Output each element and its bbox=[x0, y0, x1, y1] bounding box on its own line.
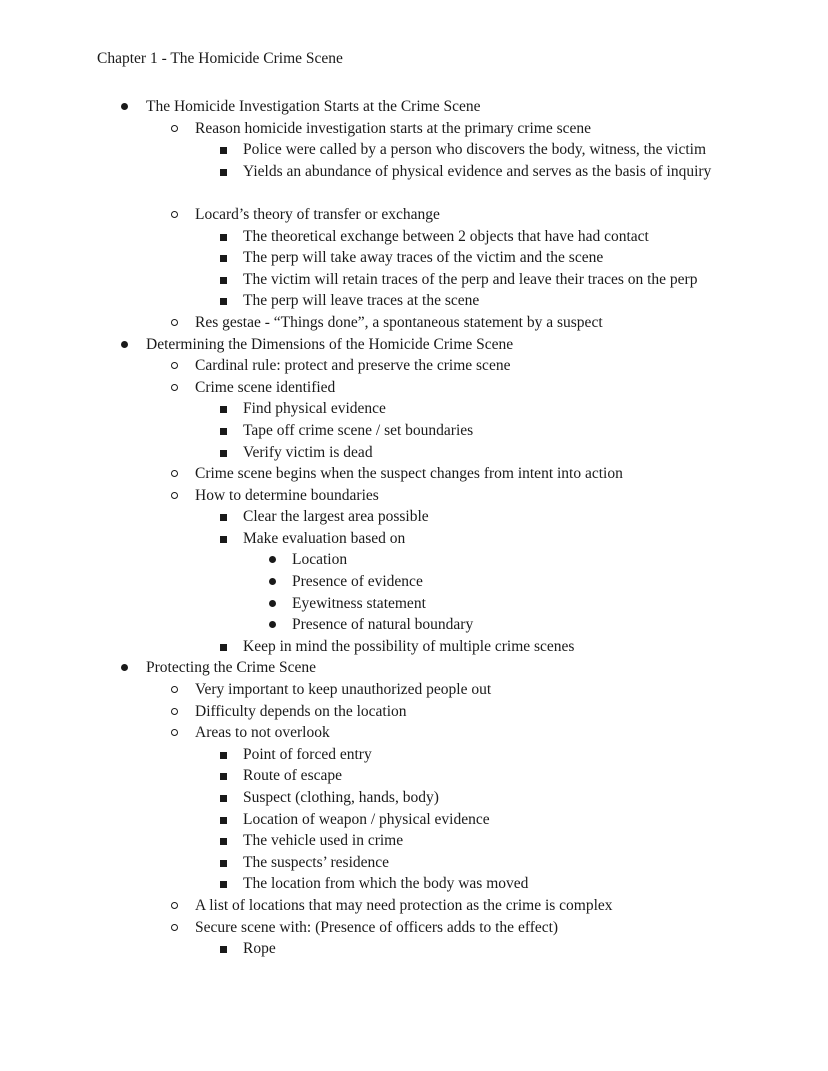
list-item bbox=[0, 744, 828, 766]
bullet-disc-icon bbox=[269, 621, 276, 628]
bullet-disc-icon bbox=[269, 556, 276, 563]
bullet-square-icon bbox=[220, 298, 227, 305]
bullet-circle-icon bbox=[171, 362, 178, 369]
list-item bbox=[0, 593, 828, 615]
bullet-square-icon bbox=[220, 817, 227, 824]
list-item bbox=[0, 463, 828, 485]
list-item-text: Crime scene begins when the suspect changes from intent into action bbox=[195, 465, 623, 483]
bullet-disc-icon bbox=[269, 578, 276, 585]
bullet-square-icon bbox=[220, 169, 227, 176]
list-item bbox=[0, 118, 828, 140]
list-item-text: Determining the Dimensions of the Homicide Crime Scene bbox=[146, 335, 514, 353]
list-item-text: Location of weapon / physical evidence bbox=[243, 810, 490, 828]
bullet-outline bbox=[0, 96, 828, 960]
list-item bbox=[0, 161, 828, 204]
list-item-text: Location bbox=[292, 551, 348, 569]
list-item bbox=[0, 657, 828, 679]
list-item-text: The Homicide Investigation Starts at the Crime Scene bbox=[146, 98, 481, 115]
list-item bbox=[0, 290, 828, 312]
list-item bbox=[0, 701, 828, 723]
list-item bbox=[0, 139, 828, 161]
bullet-circle-icon bbox=[171, 924, 178, 931]
list-item bbox=[0, 485, 828, 507]
list-item bbox=[0, 549, 828, 571]
list-item-text: Verify victim is dead bbox=[243, 443, 373, 461]
bullet-disc-icon bbox=[121, 103, 128, 110]
list-item bbox=[0, 765, 828, 787]
list-item bbox=[0, 355, 828, 377]
bullet-square-icon bbox=[220, 406, 227, 413]
list-item bbox=[0, 830, 828, 852]
list-item-text: Police were called by a person who discovers the body, witness, the victim bbox=[243, 141, 707, 159]
list-item-text: Reason homicide investigation starts at the primary crime scene bbox=[195, 119, 591, 137]
list-item bbox=[0, 895, 828, 917]
bullet-square-icon bbox=[220, 450, 227, 457]
list-item-text: Suspect (clothing, hands, body) bbox=[243, 789, 439, 806]
list-item bbox=[0, 809, 828, 831]
bullet-square-icon bbox=[220, 860, 227, 867]
list-item-text: Protecting the Crime Scene bbox=[146, 659, 317, 677]
list-item bbox=[0, 442, 828, 464]
list-item-text: The vehicle used in crime bbox=[243, 832, 404, 850]
bullet-square-icon bbox=[220, 795, 227, 802]
list-item-text: Keep in mind the possibility of multiple crime scenes bbox=[243, 637, 575, 655]
bullet-disc-icon bbox=[121, 664, 128, 671]
bullet-circle-icon bbox=[171, 319, 178, 326]
bullet-square-icon bbox=[220, 514, 227, 521]
list-item bbox=[0, 420, 828, 442]
list-item-text: Res gestae - “Things done”, a spontaneous statement by a suspect bbox=[195, 313, 603, 331]
bullet-square-icon bbox=[220, 838, 227, 845]
list-item-text: Tape off crime scene / set boundaries bbox=[243, 421, 474, 439]
list-item bbox=[0, 96, 828, 118]
list-item-text: Crime scene identified bbox=[195, 378, 336, 396]
list-item-text: How to determine boundaries bbox=[195, 486, 379, 504]
list-item bbox=[0, 722, 828, 744]
list-item bbox=[0, 571, 828, 593]
bullet-square-icon bbox=[220, 147, 227, 154]
bullet-circle-icon bbox=[171, 125, 178, 132]
bullet-square-icon bbox=[220, 255, 227, 262]
list-item-text: Route of escape bbox=[243, 767, 342, 785]
list-item bbox=[0, 269, 828, 291]
list-item bbox=[0, 917, 828, 939]
list-item bbox=[0, 506, 828, 528]
bullet-square-icon bbox=[220, 881, 227, 888]
bullet-square-icon bbox=[220, 773, 227, 780]
list-item-text: Point of forced entry bbox=[243, 745, 372, 763]
list-item-text: Presence of natural boundary bbox=[292, 616, 474, 634]
bullet-circle-icon bbox=[171, 708, 178, 715]
list-item-text: The perp will leave traces at the scene bbox=[243, 292, 480, 310]
list-item-text: Very important to keep unauthorized people out bbox=[195, 681, 492, 699]
list-item bbox=[0, 614, 828, 636]
list-item bbox=[0, 312, 828, 334]
list-item-text: The suspects’ residence bbox=[243, 853, 390, 871]
bullet-square-icon bbox=[220, 277, 227, 284]
list-item-text: Secure scene with: (Presence of officers adds to the effect) bbox=[195, 918, 559, 936]
bullet-square-icon bbox=[220, 536, 227, 543]
list-item bbox=[0, 226, 828, 248]
list-item-text: Areas to not overlook bbox=[195, 724, 330, 742]
list-item-text: Difficulty depends on the location bbox=[195, 702, 407, 720]
bullet-square-icon bbox=[220, 946, 227, 953]
bullet-square-icon bbox=[220, 752, 227, 759]
bullet-square-icon bbox=[220, 234, 227, 241]
page-title: Chapter 1 - The Homicide Crime Scene bbox=[97, 50, 343, 67]
list-item-text: Clear the largest area possible bbox=[243, 508, 429, 526]
list-item bbox=[0, 334, 828, 356]
bullet-disc-icon bbox=[121, 341, 128, 348]
list-item bbox=[0, 787, 828, 809]
list-item-text: Find physical evidence bbox=[243, 400, 386, 418]
list-item-text: Eyewitness statement bbox=[292, 594, 426, 612]
bullet-square-icon bbox=[220, 428, 227, 435]
bullet-circle-icon bbox=[171, 470, 178, 477]
list-item bbox=[0, 398, 828, 420]
list-item bbox=[0, 873, 828, 895]
bullet-circle-icon bbox=[171, 211, 178, 218]
list-item bbox=[0, 377, 828, 399]
bullet-circle-icon bbox=[171, 902, 178, 909]
list-item-text: A list of locations that may need protection as the crime is complex bbox=[195, 896, 613, 914]
list-item bbox=[0, 528, 828, 550]
list-item-text: The location from which the body was moved bbox=[243, 875, 529, 893]
list-item-text: Rope bbox=[243, 940, 276, 958]
list-item-text: Cardinal rule: protect and preserve the crime scene bbox=[195, 357, 511, 375]
bullet-square-icon bbox=[220, 644, 227, 651]
list-item bbox=[0, 938, 828, 960]
list-item bbox=[0, 204, 828, 226]
bullet-circle-icon bbox=[171, 686, 178, 693]
list-item-text: Presence of evidence bbox=[292, 573, 423, 591]
list-item-text: The perp will take away traces of the victim and the scene bbox=[243, 249, 604, 267]
list-item-text: Make evaluation based on bbox=[243, 529, 406, 547]
list-item-text: The victim will retain traces of the perp and leave their traces on the perp bbox=[243, 270, 698, 288]
list-item bbox=[0, 247, 828, 269]
bullet-circle-icon bbox=[171, 729, 178, 736]
list-item bbox=[0, 679, 828, 701]
list-item bbox=[0, 852, 828, 874]
list-item-text: Yields an abundance of physical evidence and serves as the basis of inquiry bbox=[243, 162, 712, 180]
bullet-disc-icon bbox=[269, 600, 276, 607]
list-item-text: The theoretical exchange between 2 objects that have had contact bbox=[243, 227, 649, 245]
list-item-text: Locard’s theory of transfer or exchange bbox=[195, 205, 440, 223]
bullet-circle-icon bbox=[171, 492, 178, 499]
bullet-circle-icon bbox=[171, 384, 178, 391]
list-item bbox=[0, 636, 828, 658]
